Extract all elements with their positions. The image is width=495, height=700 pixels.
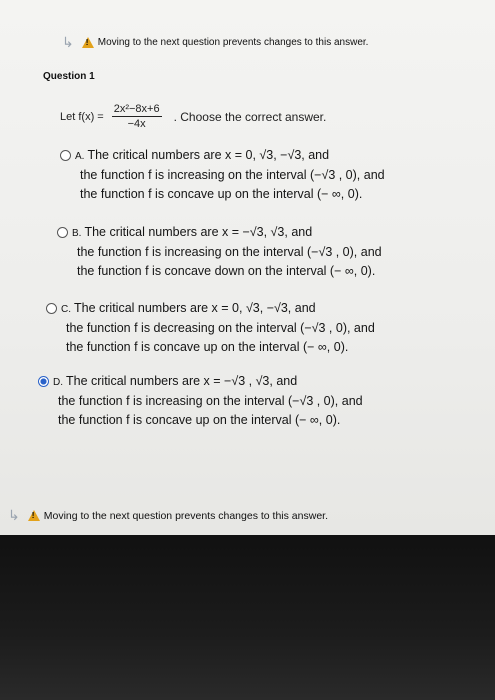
question-title: Question 1 xyxy=(43,71,95,82)
option-d-line1: The critical numbers are x = −√3 , √3, and xyxy=(66,374,298,388)
option-c-line3: the function f is concave up on the interval (− ∞, 0). xyxy=(66,340,349,354)
stem-fraction xyxy=(112,103,162,130)
dark-lower-area xyxy=(0,535,495,700)
option-a-radio[interactable] xyxy=(60,150,71,161)
option-c[interactable] xyxy=(46,299,375,357)
return-arrow-icon: ↳ xyxy=(62,34,74,50)
option-c-line2: the function f is decreasing on the interval (−√3 , 0), and xyxy=(66,321,375,335)
option-a[interactable] xyxy=(60,146,385,204)
option-b-letter: B. xyxy=(72,228,82,239)
option-d-line3: the function f is concave up on the interval (− ∞, 0). xyxy=(58,413,341,427)
option-c-line1: The critical numbers are x = 0, √3, −√3, and xyxy=(74,301,316,315)
stem-denominator: −4x xyxy=(127,118,146,130)
warning-icon xyxy=(28,510,40,521)
stem-prompt: . Choose the correct answer. xyxy=(173,109,327,124)
option-b[interactable] xyxy=(57,223,382,281)
option-a-line2: the function f is increasing on the interval (−√3 , 0), and xyxy=(80,168,385,182)
option-d-radio-selected[interactable] xyxy=(38,376,49,387)
warning-bottom xyxy=(8,507,328,524)
warning-top-text: Moving to the next question prevents changes to this answer. xyxy=(97,37,369,48)
option-d[interactable] xyxy=(38,372,363,430)
warning-icon xyxy=(82,37,94,48)
option-b-line3: the function f is concave down on the interval (− ∞, 0). xyxy=(77,264,376,278)
option-c-letter: C. xyxy=(61,304,71,315)
option-a-line1: The critical numbers are x = 0, √3, −√3, and xyxy=(87,148,330,162)
option-b-radio[interactable] xyxy=(57,227,68,238)
warning-bottom-text: Moving to the next question prevents changes to this answer. xyxy=(43,509,328,522)
warning-top xyxy=(62,34,368,51)
option-a-line3: the function f is concave up on the interval (− ∞, 0). xyxy=(80,187,363,201)
option-c-radio[interactable] xyxy=(46,303,57,314)
option-d-line2: the function f is increasing on the interval (−√3 , 0), and xyxy=(58,394,363,408)
option-b-line2: the function f is increasing on the interval (−√3 , 0), and xyxy=(77,245,382,259)
stem-numerator: 2x²−8x+6 xyxy=(113,103,160,115)
option-d-letter: D. xyxy=(53,377,63,388)
return-arrow-icon: ↳ xyxy=(8,507,20,523)
stem-let-label: Let f(x) = xyxy=(60,110,104,123)
option-a-letter: A. xyxy=(75,151,85,162)
option-b-line1: The critical numbers are x = −√3, √3, and xyxy=(84,225,313,239)
question-stem xyxy=(60,103,326,130)
